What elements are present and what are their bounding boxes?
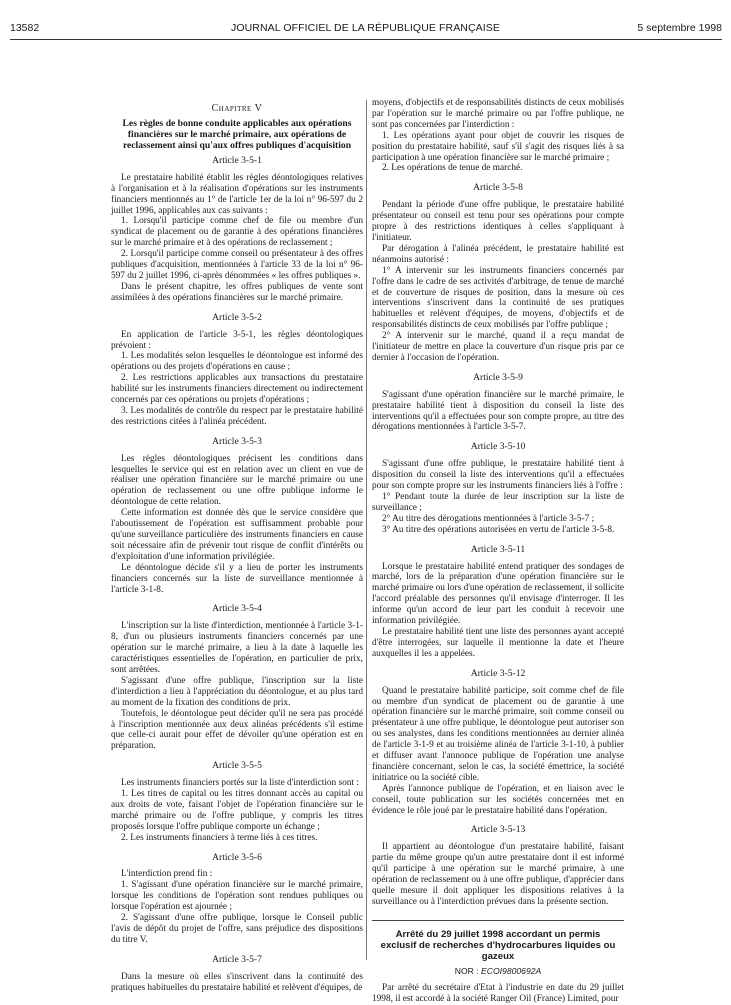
paragraph: Par arrêté du secrétaire d'Etat à l'industrie en date du 29 juillet 1998, il est accordé à la société Ranger Oil (France) Limited, pour (372, 982, 624, 1004)
article-heading: Article 3-5-8 (473, 182, 523, 194)
article-heading: Article 3-5-5 (212, 760, 262, 772)
article-heading: Article 3-5-11 (470, 543, 526, 555)
paragraph: S'agissant d'une offre publique, le prestataire habilité tient à disposition du conseil la liste des interventions qu'il a effectuées pour son compte propre sur les instruments financiers liés à l'offre : (372, 459, 624, 492)
nor-label: NOR : (454, 965, 482, 976)
paragraph: En application de l'article 3-5-1, les règles déontologiques prévoient : (111, 329, 363, 351)
paragraph: Pendant la période d'une offre publique, le prestataire habilité présentateur ou conseil est tenu pour ses opérations pour compte propre à des restrictions identiques à celles s'appliquant à l'initiateur. (372, 200, 624, 243)
paragraph: Les règles déontologiques précisent les conditions dans lesquelles le service qui est en relation avec un client en vue de réaliser une opération financière sur le marché primaire ou une opération de reclassement ou une offre publique informe le déontologue de cette relation. (111, 453, 363, 508)
paragraph: 2° Au titre des dérogations mentionnées à l'article 3-5-7 ; (382, 513, 595, 524)
article-heading: Article 3-5-6 (212, 851, 262, 863)
article-heading: Article 3-5-2 (212, 311, 262, 323)
paragraph: 1° A intervenir sur les instruments financiers concernés par l'offre dans le cadre de ses activités d'arbitrage, de tenue de marché et de couverture de risques de position, dans la mesure où ces interventions s'inscrivent dans la continuité de ses pratiques habituelles et relèvent d'équipes, de moyens, d'objectifs et de responsabilités distincts de ceux mobilisés par l'offre publique ; (372, 265, 624, 331)
paragraph: 2° A intervenir sur le marché, quand il a reçu mandat de l'initiateur de mettre en place la couverture d'un risque pris par ce dernier à l'occasion de l'opération. (372, 331, 624, 363)
paragraph: Il appartient au déontologue d'un prestataire habilité, faisant partie du même groupe qu'un autre prestataire dont il est informé qu'il participe à une opération sur le marché primaire, à une opération de reclassement ou à une offre publique, d'apprécier dans quelle mesure il doit appliquer les dispositions relatives à la surveillance ou à l'interdiction prévues dans la présente section. (372, 842, 624, 907)
paragraph: S'agissant d'une offre publique, l'inscription sur la liste d'interdiction a lieu à l'appréciation du déontologue, et au plus tard au moment de la fixation des conditions de prix. (111, 675, 363, 708)
decree-title: Arrêté du 29 juillet 1998 accordant un permis exclusif de recherches d'hydrocarbures liquides ou gazeux (380, 928, 616, 962)
paragraph: L'interdiction prend fin : (121, 869, 213, 880)
paragraph: 3° Au titre des opérations autorisées en vertu de l'article 3-5-8. (382, 524, 615, 535)
paragraph: S'agissant d'une opération financière sur le marché primaire, le prestataire habilité tient à disposition du conseil la liste des interventions qu'il a effectuées pour son compte propre, au titre des dérogations mentionnées à l'article 3-5-7. (372, 389, 624, 433)
column-divider (366, 100, 367, 960)
paragraph: 3. Les modalités de contrôle du respect par le prestataire habilité des restrictions citées à l'alinéa précédent. (111, 405, 363, 427)
paragraph: 1. S'agissant d'une opération financière sur le marché primaire, lorsque les conditions de l'opération sont rendues publiques ou lorsque l'opération est ajournée ; (111, 880, 363, 913)
paragraph: Dans la mesure où elles s'inscrivent dans la continuité des pratiques habituelles du prestataire habilité et relèvent d'équipes, de (111, 971, 363, 993)
chapter-heading: Chapitre V (211, 103, 263, 114)
article-heading: Article 3-5-13 (470, 824, 526, 836)
paragraph: 2. Les instruments financiers à terme liés à ces titres. (121, 832, 318, 843)
paragraph: moyens, d'objectifs et de responsabilités distincts de ceux mobilisés par l'opération sur le marché primaire ou par l'offre publique, ne sont pas concernées par l'interdiction : (372, 98, 624, 130)
right-column (372, 98, 624, 1005)
issue-date: 5 septembre 1998 (637, 22, 722, 34)
paragraph: 1. Les titres de capital ou les titres donnant accès au capital ou aux droits de vote, faisant l'objet de l'opération financière sur le marché primaire ou de l'offre publique, y compris les titres proposés lorsque l'offre publique comporte un échange ; (111, 789, 363, 832)
paragraph: Le prestataire habilité tient une liste des personnes ayant accepté d'être interrogées, sur laquelle il mentionne la date et l'heure auxquelles il les a appelées. (372, 626, 624, 659)
header-rule (10, 39, 722, 40)
article-heading: Article 3-5-7 (212, 953, 262, 965)
article-heading: Article 3-5-3 (212, 435, 262, 447)
nor-code: ECOI9800692A (481, 965, 542, 976)
nor-reference (372, 966, 624, 977)
paragraph: Quand le prestataire habilité participe, soit comme chef de file ou membre d'un syndicat de placement ou de garantie à une opération financière sur le marché primaire, soit comme conseil ou présentateur à une offre publique, le déontologue peut autoriser son ou ses analystes, dans les conditions mentionnées au dernier alinéa de l'article 3-1-9 et au troisième alinéa de l'article 3-1-10, à publier et diffuser avant l'annonce publique de l'opération une analyse financière concernant, selon le cas, la société émettrice, la société initiatrice ou la société cible. (372, 685, 624, 783)
left-column (111, 100, 363, 994)
article-heading: Article 3-5-10 (470, 441, 526, 453)
paragraph: 2. Les restrictions applicables aux transactions du prestataire habilité sur les instruments financiers directement ou indirectement concernés par ces opérations ou projets d'opérations ; (111, 373, 363, 406)
article-heading: Article 3-5-9 (473, 371, 523, 383)
section-separator (372, 920, 624, 921)
paragraph: Cette information est donnée dès que le service considère que l'aboutissement de l'opération est suffisamment probable pour qu'une surveillance particulière des instruments financiers en cause soit nécessaire afin de prévenir tout risque de conflit d'intérêts ou d'exploitation d'une information privilégiée. (111, 508, 363, 562)
paragraph: 2. Lorsqu'il participe comme conseil ou présentateur à des offres publiques d'acquisition, mentionnées à l'article 33 de la loi n° 96-597 du 2 juillet 1996, ci-après dénommées « les offres publiques ». (111, 249, 363, 281)
paragraph: 2. S'agissant d'une offre publique, lorsque le Conseil public l'avis de dépôt du projet de l'offre, sans préjudice des dispositions du titre V. (111, 913, 363, 945)
paragraph: 1. Les opérations ayant pour objet de couvrir les risques de position du prestataire habilité, sauf s'il s'agit des risques liés à sa participation à une opération financière sur le marché primaire ; (372, 130, 624, 163)
page-number: 13582 (10, 22, 40, 34)
chapter-title: Les règles de bonne conduite applicables aux opérations financières sur le marché primaire, aux opérations de reclassement ainsi qu'aux offres publiques d'acquisition (122, 117, 352, 151)
paragraph: 1. Lorsqu'il participe comme chef de file ou membre d'un syndicat de placement ou de garantie à des opérations financières sur le marché primaire et à des opérations de reclassement ; (111, 216, 363, 249)
page-header (0, 22, 731, 38)
paragraph: Les instruments financiers portés sur la liste d'interdiction sont : (121, 778, 359, 789)
paragraph: Le prestataire habilité établit les règles déontologiques relatives à l'organisation et à la réalisation d'opérations sur les instruments financiers mentionnés au 1° de l'article 1er de la loi n° 96-597 du 2 juillet 1996, applicables aux cas suivants : (111, 172, 363, 216)
paragraph: 1. Les modalités selon lesquelles le déontologue est informé des opérations ou des projets d'opérations en cause ; (111, 351, 363, 373)
article-heading: Article 3-5-12 (470, 667, 526, 679)
paragraph: Après l'annonce publique de l'opération, et en liaison avec le conseil, toute publication sur les sociétés concernées met en évidence le rôle joué par le prestataire habilité dans l'opération. (372, 783, 624, 816)
paragraph: L'inscription sur la liste d'interdiction, mentionnée à l'article 3-1-8, d'un ou plusieurs instruments financiers concernés par une opération sur le marché primaire, a lieu à la date à laquelle les caractéristiques essentielles de l'opération, en particulier de prix, sont arrêtées. (111, 621, 363, 675)
paragraph: Par dérogation à l'alinéa précédent, le prestataire habilité est néanmoins autorisé : (372, 243, 624, 265)
paragraph: Dans le présent chapitre, les offres publiques de vente sont assimilées à des opérations financières sur le marché primaire. (111, 281, 363, 303)
paragraph: Lorsque le prestataire habilité entend pratiquer des sondages de marché, lors de la préparation d'une opération financière sur le marché primaire ou lors d'une opération de reclassement, il sollicite l'accord préalable des personnes qu'il envisage d'interroger. Il les informe qu'un accord de leur part les conduit à recevoir une information privilégiée. (372, 561, 624, 627)
paragraph: 2. Les opérations de tenue de marché. (382, 163, 523, 174)
article-heading: Article 3-5-1 (212, 154, 262, 166)
paragraph: 1° Pendant toute la durée de leur inscription sur la liste de surveillance ; (372, 492, 624, 513)
article-heading: Article 3-5-4 (212, 603, 262, 615)
paragraph: Le déontologue décide s'il y a lieu de porter les instruments financiers concernés sur la liste de surveillance mentionnée à l'article 3-1-8. (111, 562, 363, 595)
paragraph: Toutefois, le déontologue peut décider qu'il ne sera pas procédé à l'inscription mentionnée aux deux alinéas précédents s'il estime que celle-ci aurait pour effet de dévoiler qu'une opération est en préparation. (111, 708, 363, 752)
journal-title: JOURNAL OFFICIEL DE LA RÉPUBLIQUE FRANÇAISE (231, 22, 500, 34)
